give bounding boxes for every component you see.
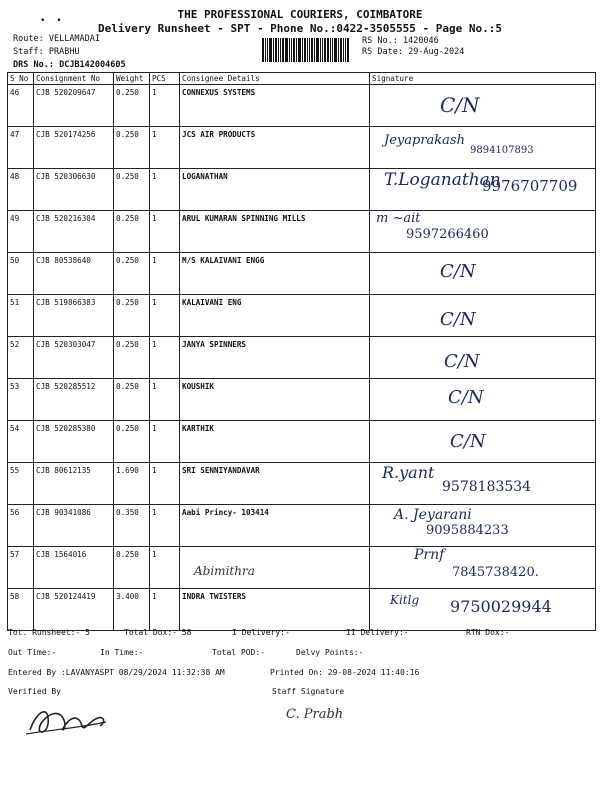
row-sno: 58 [8,589,34,631]
row-weight: 0.250 [114,211,150,253]
handwritten-signature: C/N [448,387,484,408]
barcode-bar [320,38,321,62]
row-weight: 0.250 [114,295,150,337]
row-pcs: 1 [150,379,180,421]
col-header-consignment: Consignment No [34,73,114,85]
row-pcs: 1 [150,253,180,295]
row-weight: 0.250 [114,253,150,295]
row-weight: 0.250 [114,169,150,211]
rs-no-line [362,36,439,46]
row-signature [370,337,596,379]
row-consignee: KARTHIK [180,421,370,463]
handwritten-phone: 9597266460 [406,227,489,242]
table-row [8,85,596,127]
row-pcs: 1 [150,589,180,631]
row-signature [370,127,596,169]
table-row [8,463,596,505]
handwritten-signature: A. Jeyarani [394,507,472,523]
barcode-bar [293,38,295,62]
barcode-bar [345,38,346,62]
barcode-bar [267,38,268,62]
table-row [8,295,596,337]
row-signature [370,253,596,295]
row-weight: 1.690 [114,463,150,505]
barcode-bar [262,38,264,62]
row-pcs: 1 [150,463,180,505]
handwritten-signature: C/N [440,93,480,117]
row-consignment-no: CJB 80612135 [34,463,114,505]
row-pcs: 1 [150,169,180,211]
handwritten-signature: C/N [440,309,476,330]
handwritten-phone: 9578183534 [442,479,532,495]
rs-no-label: RS No.: [362,36,398,46]
row-signature [370,85,596,127]
row-sno: 46 [8,85,34,127]
row-consignment-no: CJB 1564016 [34,547,114,589]
row-pcs: 1 [150,295,180,337]
row-sno: 55 [8,463,34,505]
barcode-bar [296,38,297,62]
verified-by: Verified By [8,687,61,696]
row-consignment-no: CJB 520285380 [34,421,114,463]
row-pcs: 1 [150,211,180,253]
handwritten-signature: R.yant [382,463,435,482]
barcode-bar [273,38,274,62]
in-time: In Time:- [100,648,144,657]
row-signature [370,211,596,253]
row-pcs: 1 [150,85,180,127]
barcode-bar [340,38,342,62]
barcode-bar [298,38,301,62]
handwritten-signature: Kitlg [390,593,420,607]
col-header-consignee: Consignee Details [180,73,370,85]
decorative-dots: • • [40,16,62,26]
row-pcs: 1 [150,337,180,379]
rs-date-value: 29-Aug-2024 [408,47,465,57]
barcode [262,38,352,62]
barcode-bar [278,38,279,62]
row-consignee: LOGANATHAN [180,169,370,211]
out-time: Out Time:- [8,648,57,657]
row-sno: 51 [8,295,34,337]
row-signature [370,463,596,505]
verifier-signature [20,700,110,742]
row-signature [370,547,596,589]
staff-handwritten-signature: C. Prabh [286,707,344,722]
row-consignee: M/S KALAIVANI ENGG [180,253,370,295]
row-consignee: KALAIVANI ENG [180,295,370,337]
table-row [8,379,596,421]
table-row [8,127,596,169]
handwritten-signature: Jeyaprakash [384,133,465,148]
table-row [8,421,596,463]
ii-delivery: II Delivery:- [346,628,409,637]
barcode-bar [275,38,277,62]
table-row [8,547,596,589]
drs-label: DRS No.: [13,60,54,70]
barcode-bar [314,38,315,62]
row-consignee: SRI SENNIYANDAVAR [180,463,370,505]
handwritten-phone: 9095884233 [426,523,509,538]
staff-value: PRABHU [48,47,80,57]
drs-value: DCJB142004605 [59,60,126,70]
barcode-bar [332,38,333,62]
row-sno: 50 [8,253,34,295]
row-consignment-no: CJB 520303047 [34,337,114,379]
table-row [8,505,596,547]
barcode-bar [280,38,281,62]
delvy-points: Delvy Points:- [296,648,364,657]
table-header-row [8,73,596,85]
rtn-dox: RTN Dox:- [466,628,510,637]
row-pcs: 1 [150,505,180,547]
row-consignment-no: CJB 520124419 [34,589,114,631]
row-signature [370,421,596,463]
row-sno: 54 [8,421,34,463]
table-row [8,211,596,253]
barcode-bar [282,38,284,62]
barcode-bar [311,38,313,62]
total-dox: Total Dox:- 58 [124,628,192,637]
barcode-bar [334,38,337,62]
col-header-signature: Signature [370,73,596,85]
row-signature [370,169,596,211]
row-consignment-no: CJB 520174256 [34,127,114,169]
barcode-bar [304,38,306,62]
table-row [8,169,596,211]
barcode-bar [291,38,292,62]
rs-date-line [362,47,464,57]
staff-label: Staff: [13,47,44,57]
row-sno: 48 [8,169,34,211]
col-header-weight: Weight [114,73,150,85]
barcode-bar [285,38,288,62]
row-consignment-no: CJB 520306630 [34,169,114,211]
barcode-bar [289,38,290,62]
barcode-bar [347,38,349,62]
company-title: THE PROFESSIONAL COURIERS, COIMBATORE [177,8,423,21]
handwritten-signature: C/N [444,351,480,372]
barcode-bar [330,38,331,62]
barcode-bar [265,38,266,62]
table-row [8,589,596,631]
row-consignee: KOUSHIK [180,379,370,421]
handwritten-phone: 9894107893 [470,145,534,156]
handwritten-phone: 9750029944 [450,597,552,616]
row-weight: 0.250 [114,127,150,169]
col-header-pcs: PCS [150,73,180,85]
barcode-bar [324,38,326,62]
row-weight: 0.350 [114,505,150,547]
row-consignment-no: CJB 80538640 [34,253,114,295]
table-row [8,337,596,379]
row-signature [370,295,596,337]
barcode-bar [269,38,272,62]
row-sno: 52 [8,337,34,379]
row-consignee: INDRA TWISTERS [180,589,370,631]
handwritten-signature: C/N [440,261,476,282]
entered-by: Entered By :LAVANYASPT 08/29/2024 11:32:38 AM [8,668,225,677]
barcode-bar [322,38,323,62]
staff-signature-label: Staff Signature [272,687,345,696]
rs-date-label: RS Date: [362,47,403,57]
table-row [8,253,596,295]
row-signature [370,589,596,631]
handwritten-phone: 7845738420. [452,565,539,580]
handwritten-signature: Prnf [414,547,445,563]
row-weight: 0.250 [114,85,150,127]
row-pcs: 1 [150,547,180,589]
handwritten-signature: C/N [450,431,486,452]
staff-line [13,47,80,57]
row-consignee: ARUL KUMARAN SPINNING MILLS [180,211,370,253]
row-pcs: 1 [150,127,180,169]
barcode-bar [338,38,339,62]
row-consignee [180,547,370,589]
printed-on: Printed On: 29-08-2024 11:40:16 [270,668,420,677]
row-consignee: JANYA SPINNERS [180,337,370,379]
barcode-bar [302,38,303,62]
row-pcs: 1 [150,421,180,463]
barcode-bar [343,38,344,62]
row-signature [370,505,596,547]
handwritten-signature: T.Loganathan [384,170,501,190]
row-signature [370,379,596,421]
delivery-table [7,72,596,631]
row-weight: 0.250 [114,421,150,463]
runsheet-subtitle: Delivery Runsheet - SPT - Phone No.:0422-3505555 - Page No.:5 [98,22,502,35]
row-consignee: CONNEXUS SYSTEMS [180,85,370,127]
barcode-bar [327,38,329,62]
handwritten-phone: 9976707709 [482,177,578,195]
barcode-bar [316,38,319,62]
row-sno: 49 [8,211,34,253]
row-weight: 0.250 [114,379,150,421]
row-consignee: Aabi Princy- 103414 [180,505,370,547]
handwritten-consignee: Abimithra [194,564,255,578]
barcode-bar [309,38,310,62]
handwritten-signature: m ~ait [376,211,421,226]
tot-runsheet: Tot. Runsheet:- 5 [8,628,90,637]
row-weight: 0.250 [114,337,150,379]
col-header-sno: S No [8,73,34,85]
total-pod: Total POD:- [212,648,265,657]
route-value: VELLAMADAI [48,34,101,44]
drs-line [13,60,126,70]
row-sno: 47 [8,127,34,169]
row-consignee: JCS AIR PRODUCTS [180,127,370,169]
route-label: Route: [13,34,44,44]
row-sno: 56 [8,505,34,547]
row-weight: 3.400 [114,589,150,631]
row-weight: 0.250 [114,547,150,589]
route-line [13,34,100,44]
row-consignment-no: CJB 519866383 [34,295,114,337]
row-consignment-no: CJB 520209647 [34,85,114,127]
rs-no-value: 1420046 [402,36,439,46]
row-consignment-no: CJB 520216304 [34,211,114,253]
row-sno: 53 [8,379,34,421]
row-consignment-no: CJB 90341086 [34,505,114,547]
row-consignment-no: CJB 520285512 [34,379,114,421]
i-delivery: I Delivery:- [232,628,290,637]
row-sno: 57 [8,547,34,589]
barcode-bar [307,38,308,62]
